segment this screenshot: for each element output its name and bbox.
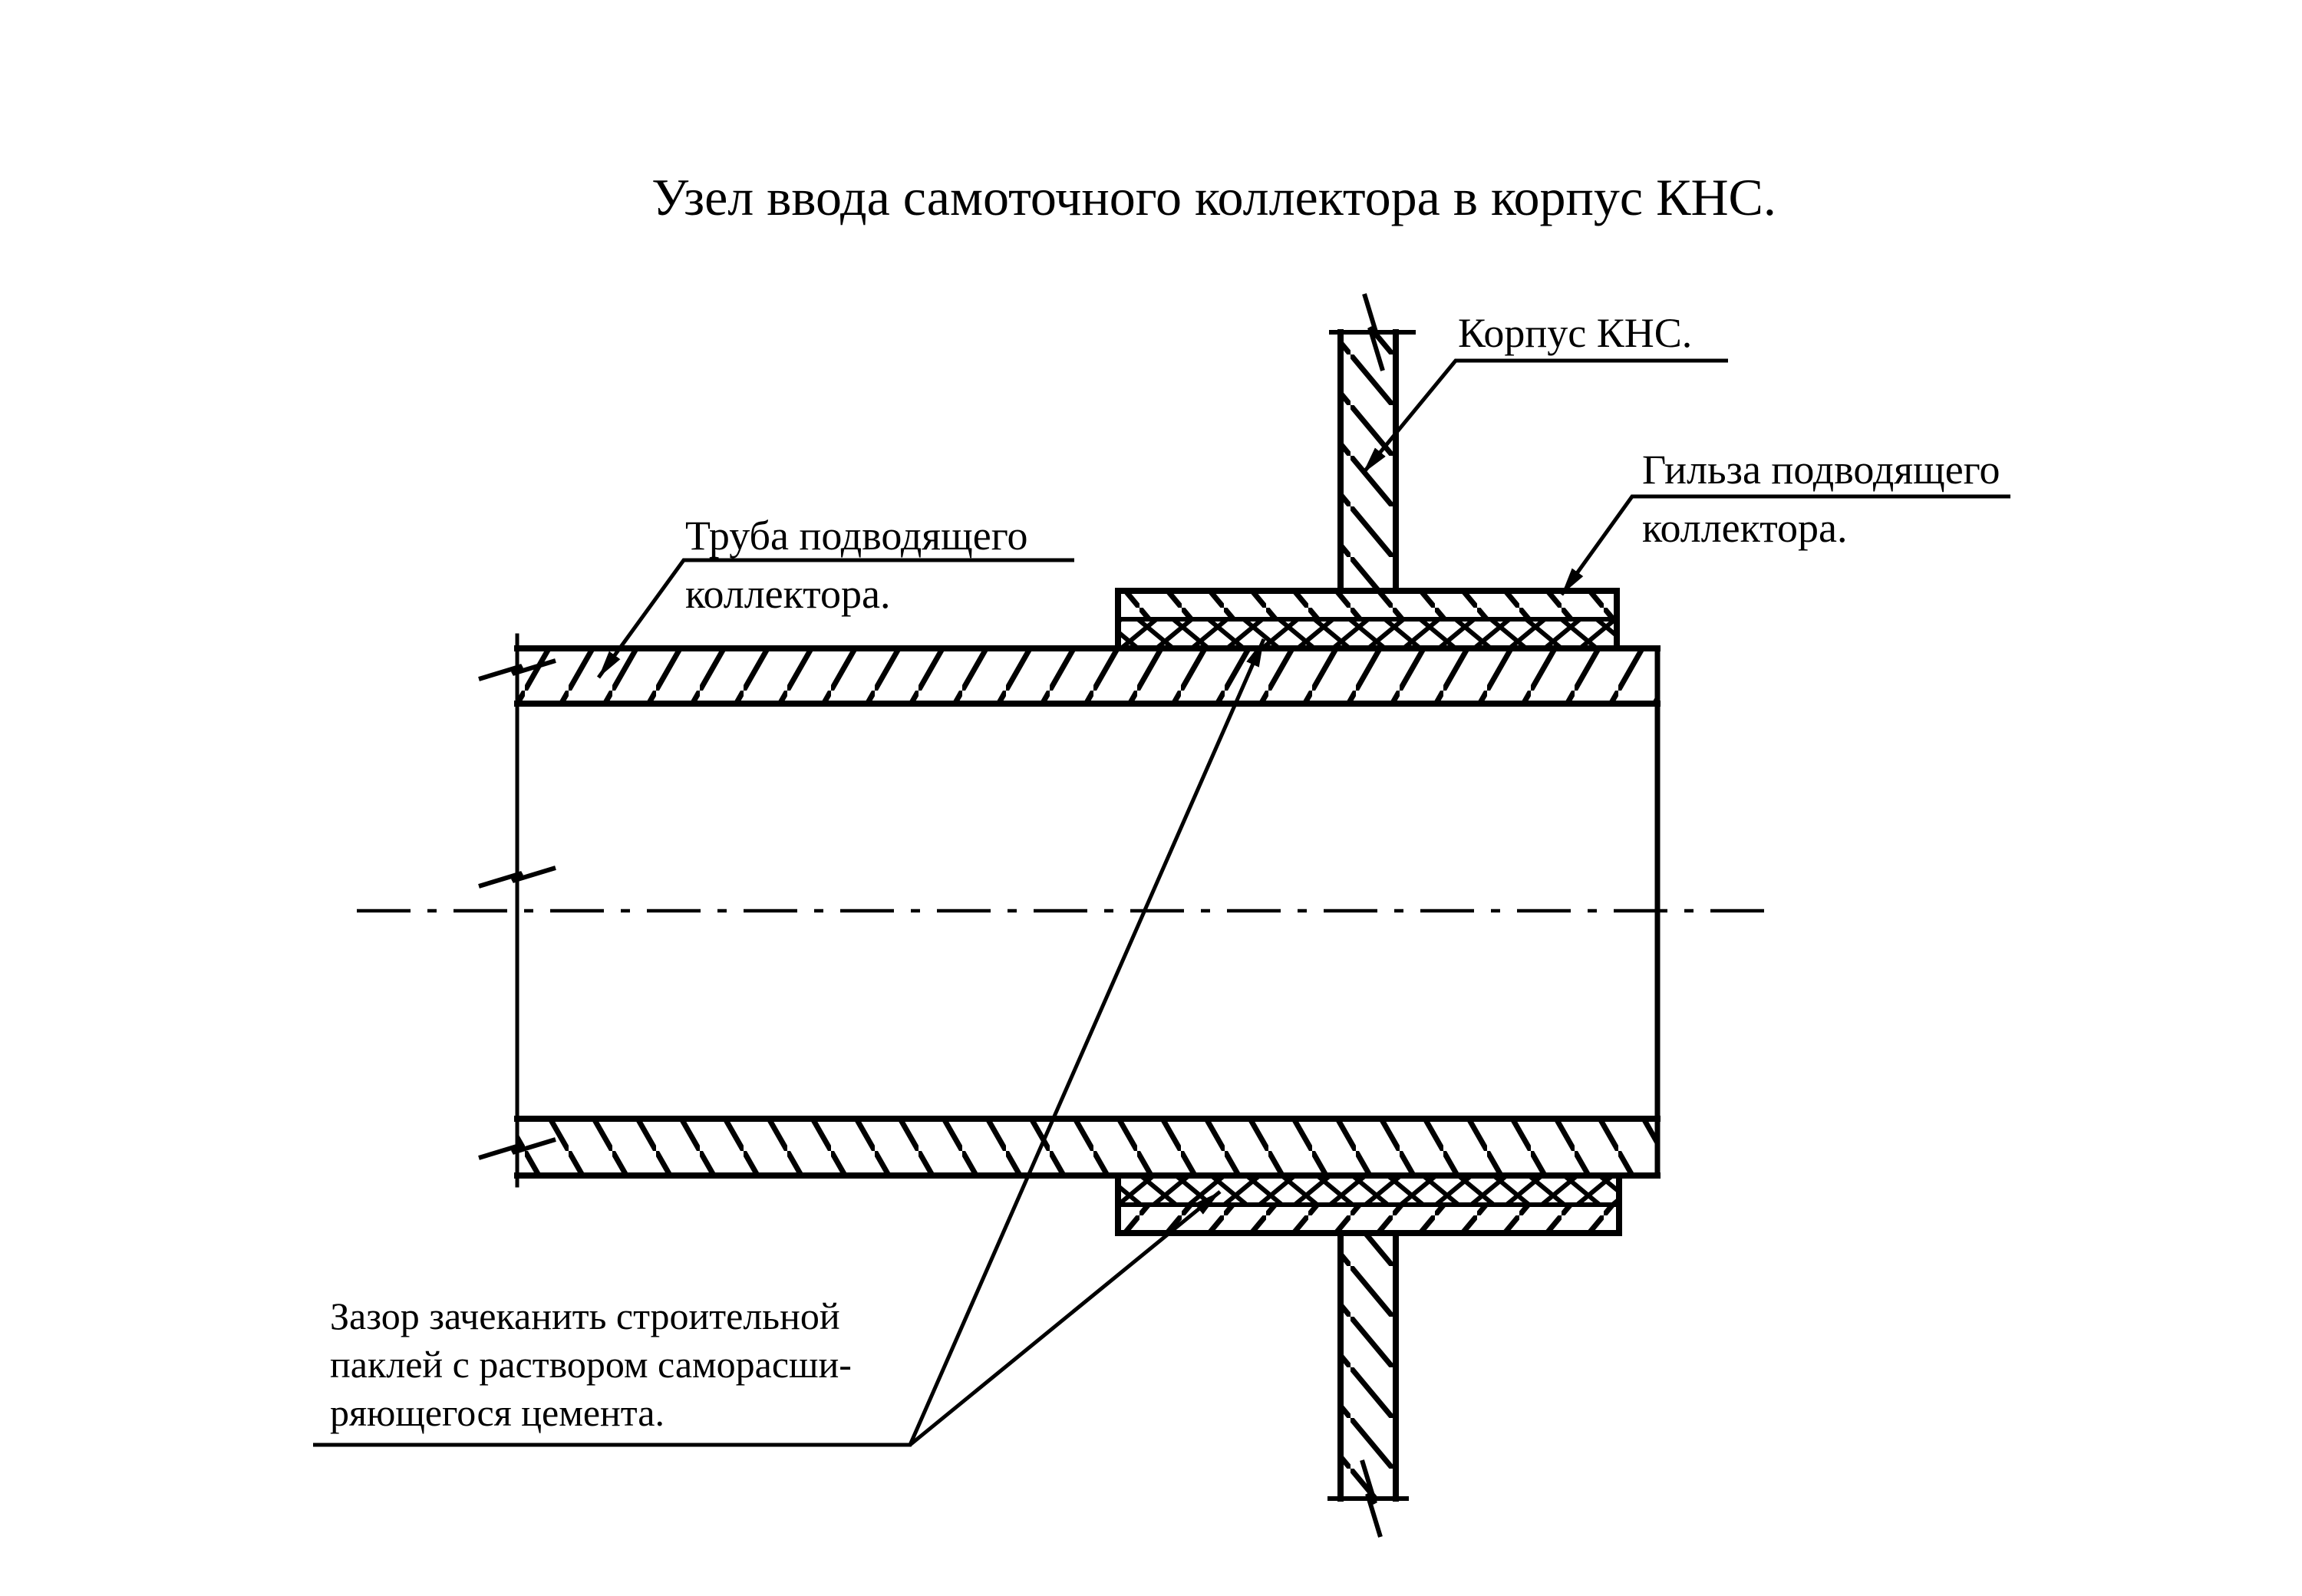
label-korpus: Корпус КНС. (1458, 310, 1693, 356)
note-line2: паклей с раствором саморасши- (330, 1343, 852, 1386)
kns-wall-top (1341, 332, 1396, 591)
label-gilza-line1: Гильза подводящего (1642, 447, 2000, 493)
lower-sleeve-band (1118, 1205, 1619, 1233)
upper-caulk-strip (1118, 619, 1617, 648)
drawing-title: Узел ввода самоточного коллектора в корпус КНС. (651, 168, 1776, 226)
label-gilza-line2: коллектора. (1642, 505, 1848, 551)
upper-sleeve-band (1118, 591, 1617, 619)
note-line3: ряющегося цемента. (330, 1391, 665, 1434)
label-truba-line1: Труба подводящего (685, 513, 1028, 559)
pipe-top-wall (517, 648, 1657, 704)
pipe-bottom-wall (517, 1119, 1657, 1176)
lower-caulk-strip (1118, 1176, 1619, 1205)
leader-note-lower (910, 1192, 1220, 1445)
note-line1: Зазор зачеканить строительной (330, 1294, 840, 1337)
kns-wall-bottom (1341, 1233, 1396, 1499)
label-truba-line2: коллектора. (685, 571, 891, 617)
